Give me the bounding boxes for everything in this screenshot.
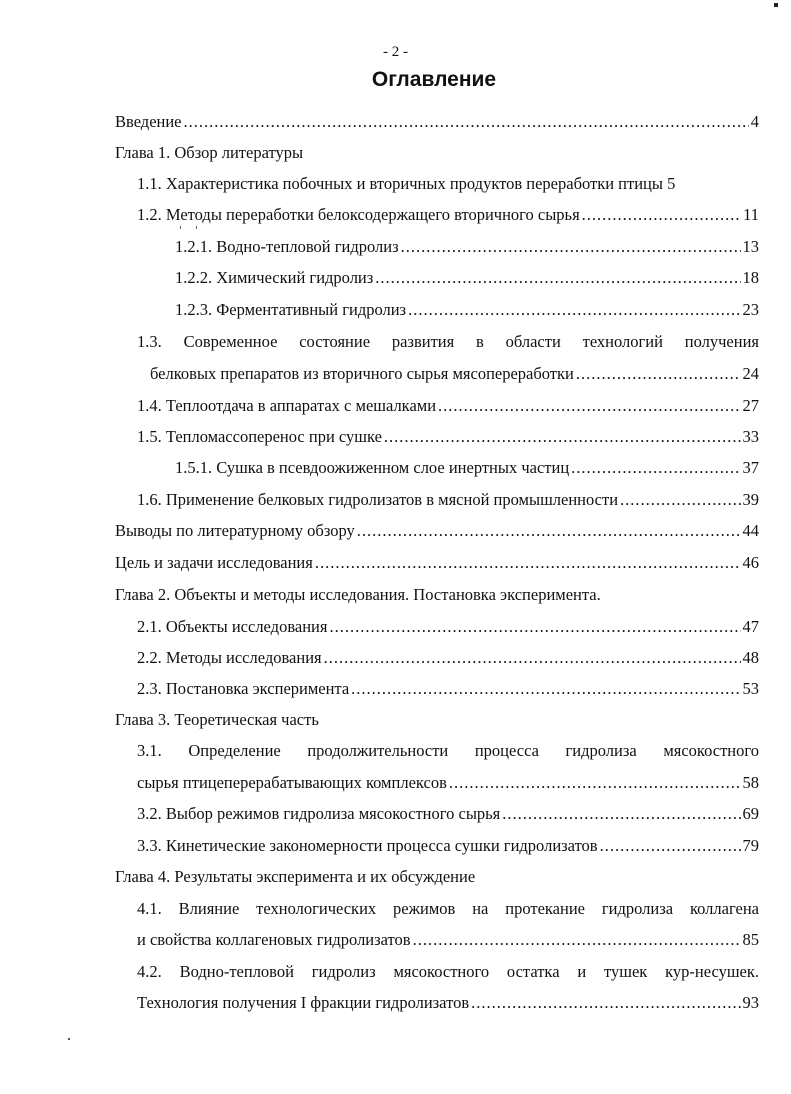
toc-entry-page: 13	[742, 237, 759, 256]
toc-entry-text: 2.3. Постановка эксперимента	[137, 679, 350, 698]
toc-entry-page: 18	[742, 268, 759, 287]
toc-entry-page: 39	[742, 490, 759, 509]
toc-entry-page: 44	[742, 521, 759, 540]
toc-entry-page: 69	[742, 804, 759, 823]
toc-entry-page: 85	[742, 930, 759, 949]
toc-entry-page: 37	[742, 458, 759, 477]
toc-entry-page: 79	[742, 836, 759, 855]
toc-entry-page: 24	[742, 364, 759, 383]
toc-entry-page: 11	[743, 205, 759, 224]
scan-speck	[196, 226, 197, 229]
toc-entry-text: 1.2.2. Химический гидролиз	[175, 268, 374, 287]
toc-entry-text: Технология получения I фракции гидролизатов	[137, 993, 470, 1012]
scan-speck	[180, 226, 181, 229]
toc-entry-text: 1.5. Тепломассоперенос при сушке	[137, 427, 382, 446]
toc-chapter-3: Глава 3. Теоретическая часть	[115, 710, 319, 729]
toc-entry-text: 1.6. Применение белковых гидролизатов в мясной промышленности	[137, 490, 619, 509]
scan-speck	[774, 3, 778, 7]
toc-entry-4-1-line1: 4.1. Влияние технологических режимов на протекание гидролиза коллагена	[137, 899, 759, 918]
toc-entry-page: 58	[742, 773, 759, 792]
toc-entry-text: сырья птицеперерабатывающих комплексов	[137, 773, 447, 792]
toc-entry-page: 47	[742, 617, 759, 636]
toc-entry-page: 33	[742, 427, 759, 446]
toc-entry-text: и свойства коллагеновых гидролизатов	[137, 930, 411, 949]
toc-entry-text: Цель и задачи исследования	[115, 553, 313, 572]
toc-entry-text: Выводы по литературному обзору	[115, 521, 355, 540]
toc-entry-text: 1.1. Характеристика побочных и вторичных продуктов переработки птицы	[137, 174, 663, 193]
toc-entry-text: 2.1. Объекты исследования	[137, 617, 328, 636]
toc-entry-text: 3.2. Выбор режимов гидролиза мясокостного сырья	[137, 804, 501, 823]
toc-entry-page: 48	[742, 648, 759, 667]
toc-entry-text: 2.2. Методы исследования	[137, 648, 322, 667]
toc-entry-text: белковых препаратов из вторичного сырья мясопереработки	[150, 364, 574, 383]
toc-entry-page: 4	[750, 112, 759, 131]
toc-entry-page: 46	[742, 553, 759, 572]
toc-entry-text: 1.5.1. Сушка в псевдоожиженном слое инертных частиц	[175, 458, 570, 477]
scan-speck	[68, 1038, 70, 1040]
toc-entry-page: 23	[742, 300, 759, 319]
toc-entry-3-1-line1: 3.1. Определение продолжительности процесса гидролиза мясокостного	[137, 741, 759, 760]
toc-entry-text: Введение	[115, 112, 182, 131]
toc-chapter-4: Глава 4. Результаты эксперимента и их обсуждение	[115, 867, 476, 886]
toc-entry-page: 53	[742, 679, 759, 698]
page-title: Оглавление	[371, 68, 497, 91]
toc-entry-4-2-line1: 4.2. Водно-тепловой гидролиз мясокостного остатка и тушек кур-несушек.	[137, 962, 759, 981]
toc-entry-1-3-line1: 1.3. Современное состояние развития в области технологий получения	[137, 332, 759, 351]
toc-entry-text: 1.4. Теплоотдача в аппаратах с мешалками	[137, 396, 437, 415]
toc-chapter-2: Глава 2. Объекты и методы исследования. Постановка эксперимента.	[115, 585, 601, 604]
page-number: - 2 -	[383, 44, 408, 60]
toc-chapter-1: Глава 1. Обзор литературы	[115, 143, 304, 162]
toc-entry-text: 1.2.3. Ферментативный гидролиз	[175, 300, 407, 319]
toc-entry-page: 93	[742, 993, 759, 1012]
toc-entry-text: 1.2.1. Водно-тепловой гидролиз	[175, 237, 399, 256]
toc-entry-page: 5	[667, 174, 676, 193]
toc-entry-page: 27	[742, 396, 759, 415]
toc-entry-text: 1.2. Методы переработки белоксодержащего вторичного сырья	[137, 205, 580, 224]
toc-entry-text: 3.3. Кинетические закономерности процесса сушки гидролизатов	[137, 836, 598, 855]
